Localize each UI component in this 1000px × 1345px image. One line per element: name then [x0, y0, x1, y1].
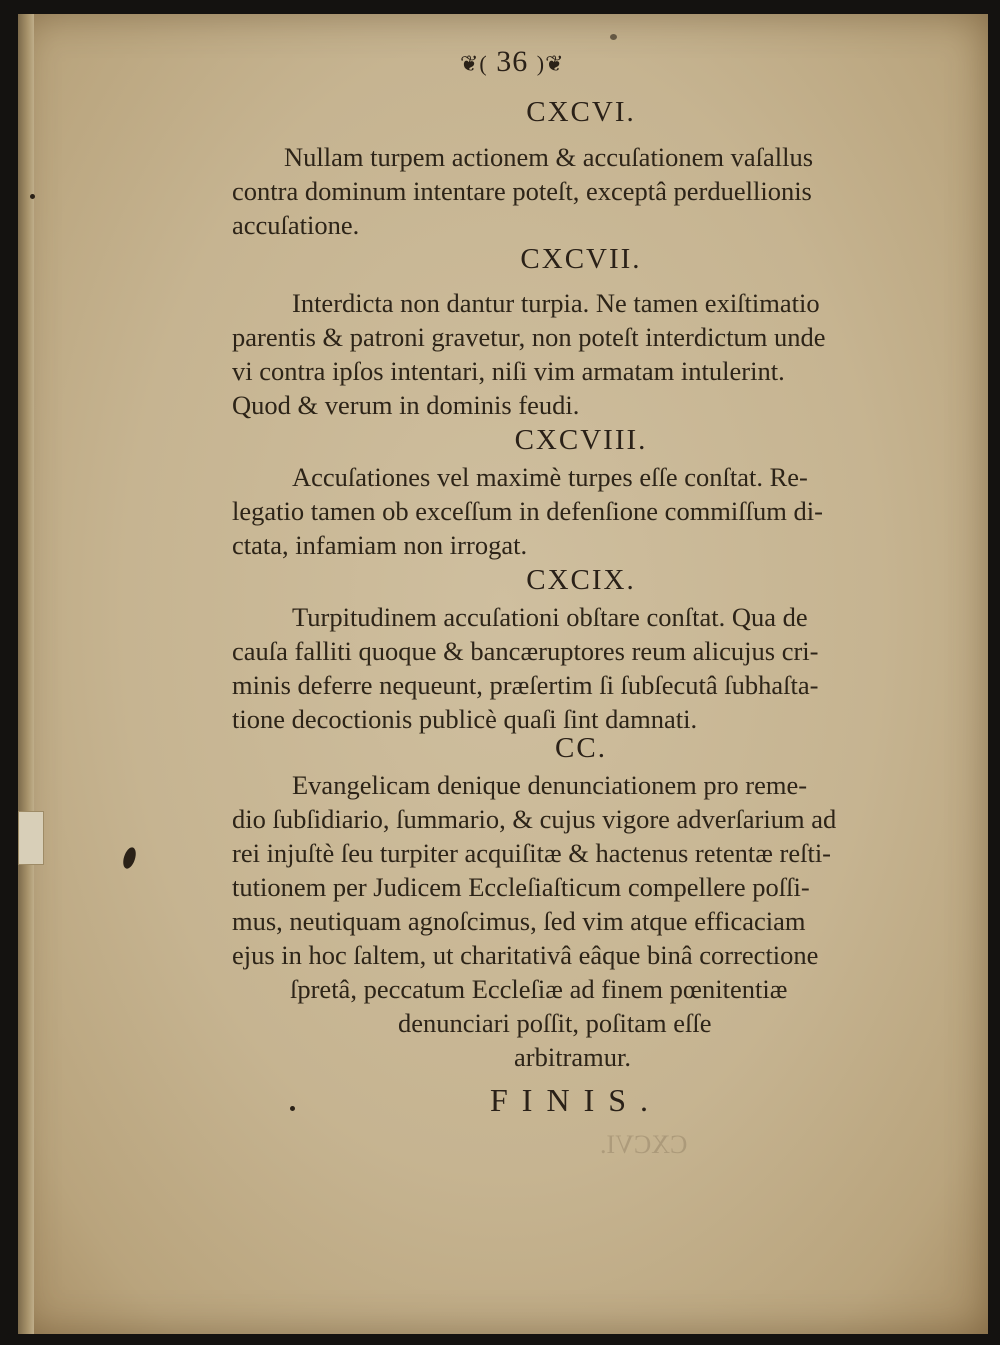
- section-heading: CXCVII.: [520, 243, 642, 275]
- text-line: accuſatione.: [232, 210, 360, 240]
- text-line: tione decoctionis publicè quaſi ſint damnati.: [232, 704, 698, 734]
- page-tab-marker: [18, 811, 44, 865]
- finis-label: FINIS.: [490, 1082, 663, 1118]
- section-paragraph: [232, 140, 930, 242]
- text-line: legatio tamen ob exceſſum in defenſione commiſſum di-: [232, 496, 823, 526]
- text-line: ctata, infamiam non irrogat.: [232, 530, 528, 560]
- text-line: Accuſationes vel maximè turpes eſſe conſtat. Re-: [292, 462, 808, 492]
- text-line: contra dominum intentare poteſt, exceptâ perduellionis: [232, 176, 812, 206]
- text-line: ejus in hoc ſaltem, ut charitativâ eâque binâ correctione: [232, 940, 819, 970]
- section-heading: CXCVI.: [526, 96, 636, 128]
- text-line: dio ſubſidiario, ſummario, & cujus vigore adverſarium ad: [232, 804, 837, 834]
- section-paragraph: [232, 460, 930, 562]
- section-paragraph: [232, 600, 930, 736]
- ornament-right-icon: )❦: [536, 51, 565, 76]
- ink-dot: [290, 1106, 295, 1111]
- text-line: minis deferre nequeunt, præſertim ſi ſubſecutâ ſubhaſta-: [232, 670, 819, 700]
- text-line: vi contra ipſos intentari, niſi vim armatam intulerint.: [232, 356, 785, 386]
- text-line: ſpretâ, peccatum Eccleſiæ ad finem pœnitentiæ: [290, 974, 788, 1004]
- ornament-left-icon: ❦(: [460, 51, 488, 76]
- ink-blot: [121, 846, 138, 870]
- ink-dot: [610, 34, 617, 40]
- text-line: mus, neutiquam agnoſcimus, ſed vim atque efficaciam: [232, 906, 806, 936]
- text-line: Evangelicam denique denunciationem pro reme-: [292, 770, 808, 800]
- page-gutter: [18, 14, 34, 1334]
- text-line: Nullam turpem actionem & accuſationem vaſallus: [284, 142, 814, 172]
- text-line: denunciari poſſit, poſitam eſſe: [398, 1008, 712, 1038]
- text-line: cauſa falliti quoque & bancæruptores reum alicujus cri-: [232, 636, 819, 666]
- text-line: Interdicta non dantur turpia. Ne tamen exiſtimatio: [292, 288, 820, 318]
- text-line: Turpitudinem accuſationi obſtare conſtat. Qua de: [292, 602, 808, 632]
- page-number: 36: [496, 45, 529, 78]
- section-heading: CXCVIII.: [514, 424, 648, 456]
- section-heading: CC.: [555, 732, 607, 764]
- text-line: tutionem per Judicem Eccleſiaſticum compellere poſſi-: [232, 872, 810, 902]
- text-line: Quod & verum in dominis feudi.: [232, 390, 580, 420]
- text-line: parentis & patroni gravetur, non poteſt interdictum unde: [232, 322, 826, 352]
- text-line: arbitramur.: [514, 1042, 631, 1072]
- show-through-text: CXCVI.: [600, 1130, 688, 1159]
- section-heading: CXCIX.: [526, 564, 636, 596]
- text-line: rei injuſtè ſeu turpiter acquiſitæ & hactenus retentæ reſti-: [232, 838, 832, 868]
- section-paragraph: [232, 286, 930, 422]
- ink-dot: [30, 194, 35, 199]
- page-header: [460, 45, 565, 79]
- section-paragraph: [232, 768, 930, 1074]
